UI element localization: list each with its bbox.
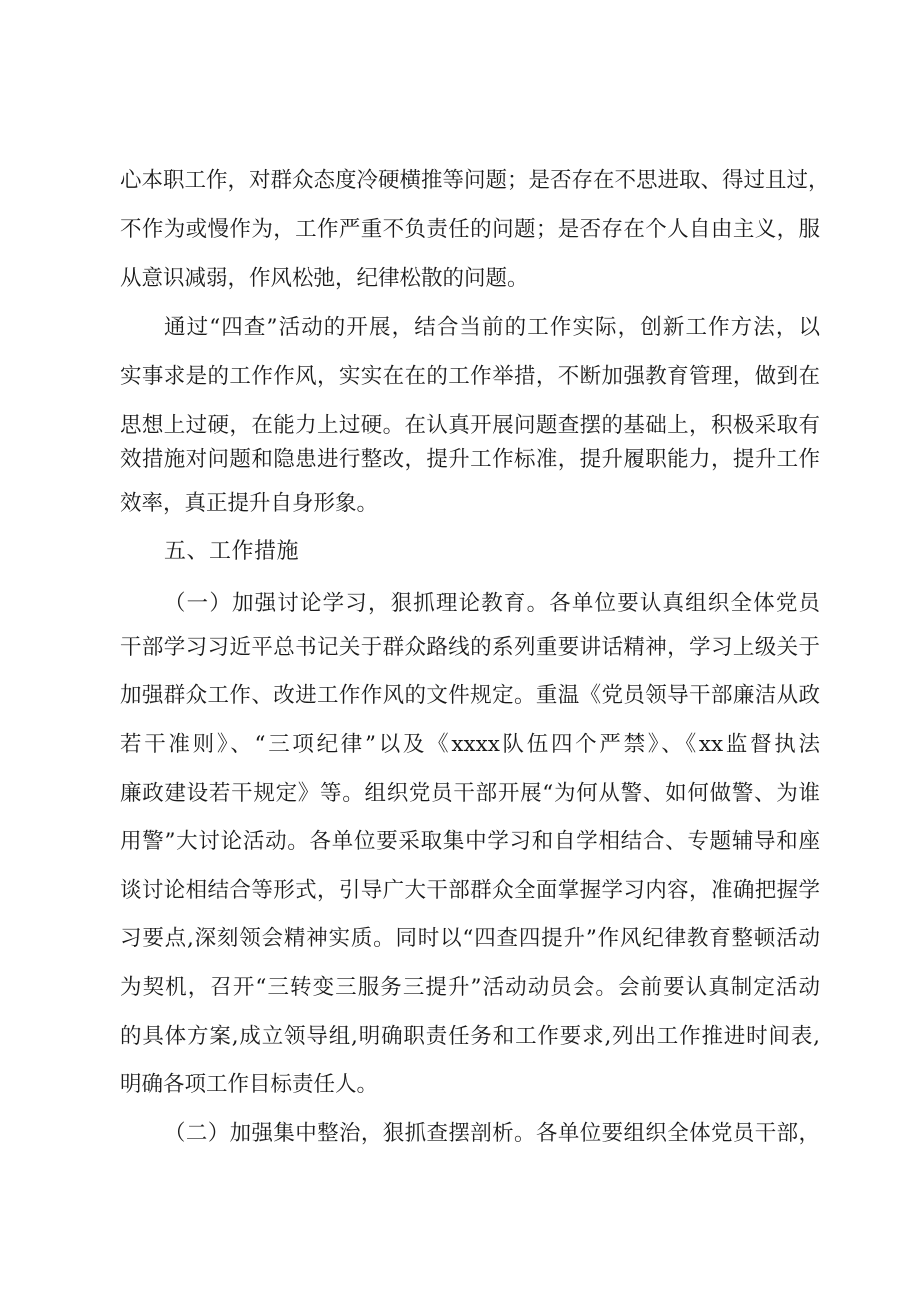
paragraph-4-line-1: （二）加强集中整治，狠抓查摆剖析。各单位要组织全体党员干部，	[164, 1121, 820, 1146]
paragraph-3-line-10: 的具体方案,成立领导组,明确职责任务和工作要求,列出工作推进时间表,	[120, 1024, 820, 1049]
paragraph-3-line-2: 干部学习习近平总书记关于群众路线的系列重要讲话精神，学习上级关于	[120, 635, 820, 660]
paragraph-2-line-5: 效率，真正提升自身形象。	[120, 491, 379, 516]
paragraph-2-line-1: 通过“四查”活动的开展，结合当前的工作实际，创新工作方法，以	[164, 315, 820, 340]
paragraph-3-line-5: 廉政建设若干规定》等。组织党员干部开展“为何从警、如何做警、为谁	[120, 781, 820, 806]
paragraph-2-line-4: 效措施对问题和隐患进行整改，提升工作标准，提升履职能力，提升工作	[120, 447, 820, 472]
paragraph-3-line-1: （一）加强讨论学习，狠抓理论教育。各单位要认真组织全体党员	[164, 591, 820, 616]
paragraph-2-line-3: 思想上过硬，在能力上过硬。在认真开展问题查摆的基础上，积极采取有	[120, 413, 820, 438]
paragraph-2-line-2: 实事求是的工作作风，实实在在的工作举措，不断加强教育管理，做到在	[120, 364, 820, 389]
paragraph-1-line-3: 从意识减弱，作风松弛，纪律松散的问题。	[120, 266, 529, 291]
paragraph-3-line-7: 谈讨论相结合等形式，引导广大干部群众全面掌握学习内容，准确把握学	[120, 878, 820, 903]
paragraph-1-line-2: 不作为或慢作为，工作严重不负责任的问题；是否存在个人自由主义，服	[120, 217, 820, 242]
paragraph-3-line-9: 为契机，召开“三转变三服务三提升”活动动员会。会前要认真制定活动	[120, 975, 820, 1000]
paragraph-3-line-3: 加强群众工作、改进工作作风的文件规定。重温《党员领导干部廉洁从政	[120, 683, 820, 708]
paragraph-3-line-6: 用警”大讨论活动。各单位要采取集中学习和自学相结合、专题辅导和座	[120, 829, 820, 854]
paragraph-3-line-4: 若干准则》、“三项纪律”以及《xxxx队伍四个严禁》、《xx监督执法	[120, 732, 820, 757]
paragraph-3-line-11: 明确各项工作目标责任人。	[120, 1072, 379, 1097]
paragraph-3-line-8: 习要点,深刻领会精神实质。同时以“四查四提升”作风纪律教育整顿活动	[120, 926, 820, 951]
paragraph-1-line-1: 心本职工作，对群众态度冷硬横推等问题；是否存在不思进取、得过且过，	[120, 168, 830, 193]
section-heading-5: 五、工作措施	[164, 539, 300, 564]
